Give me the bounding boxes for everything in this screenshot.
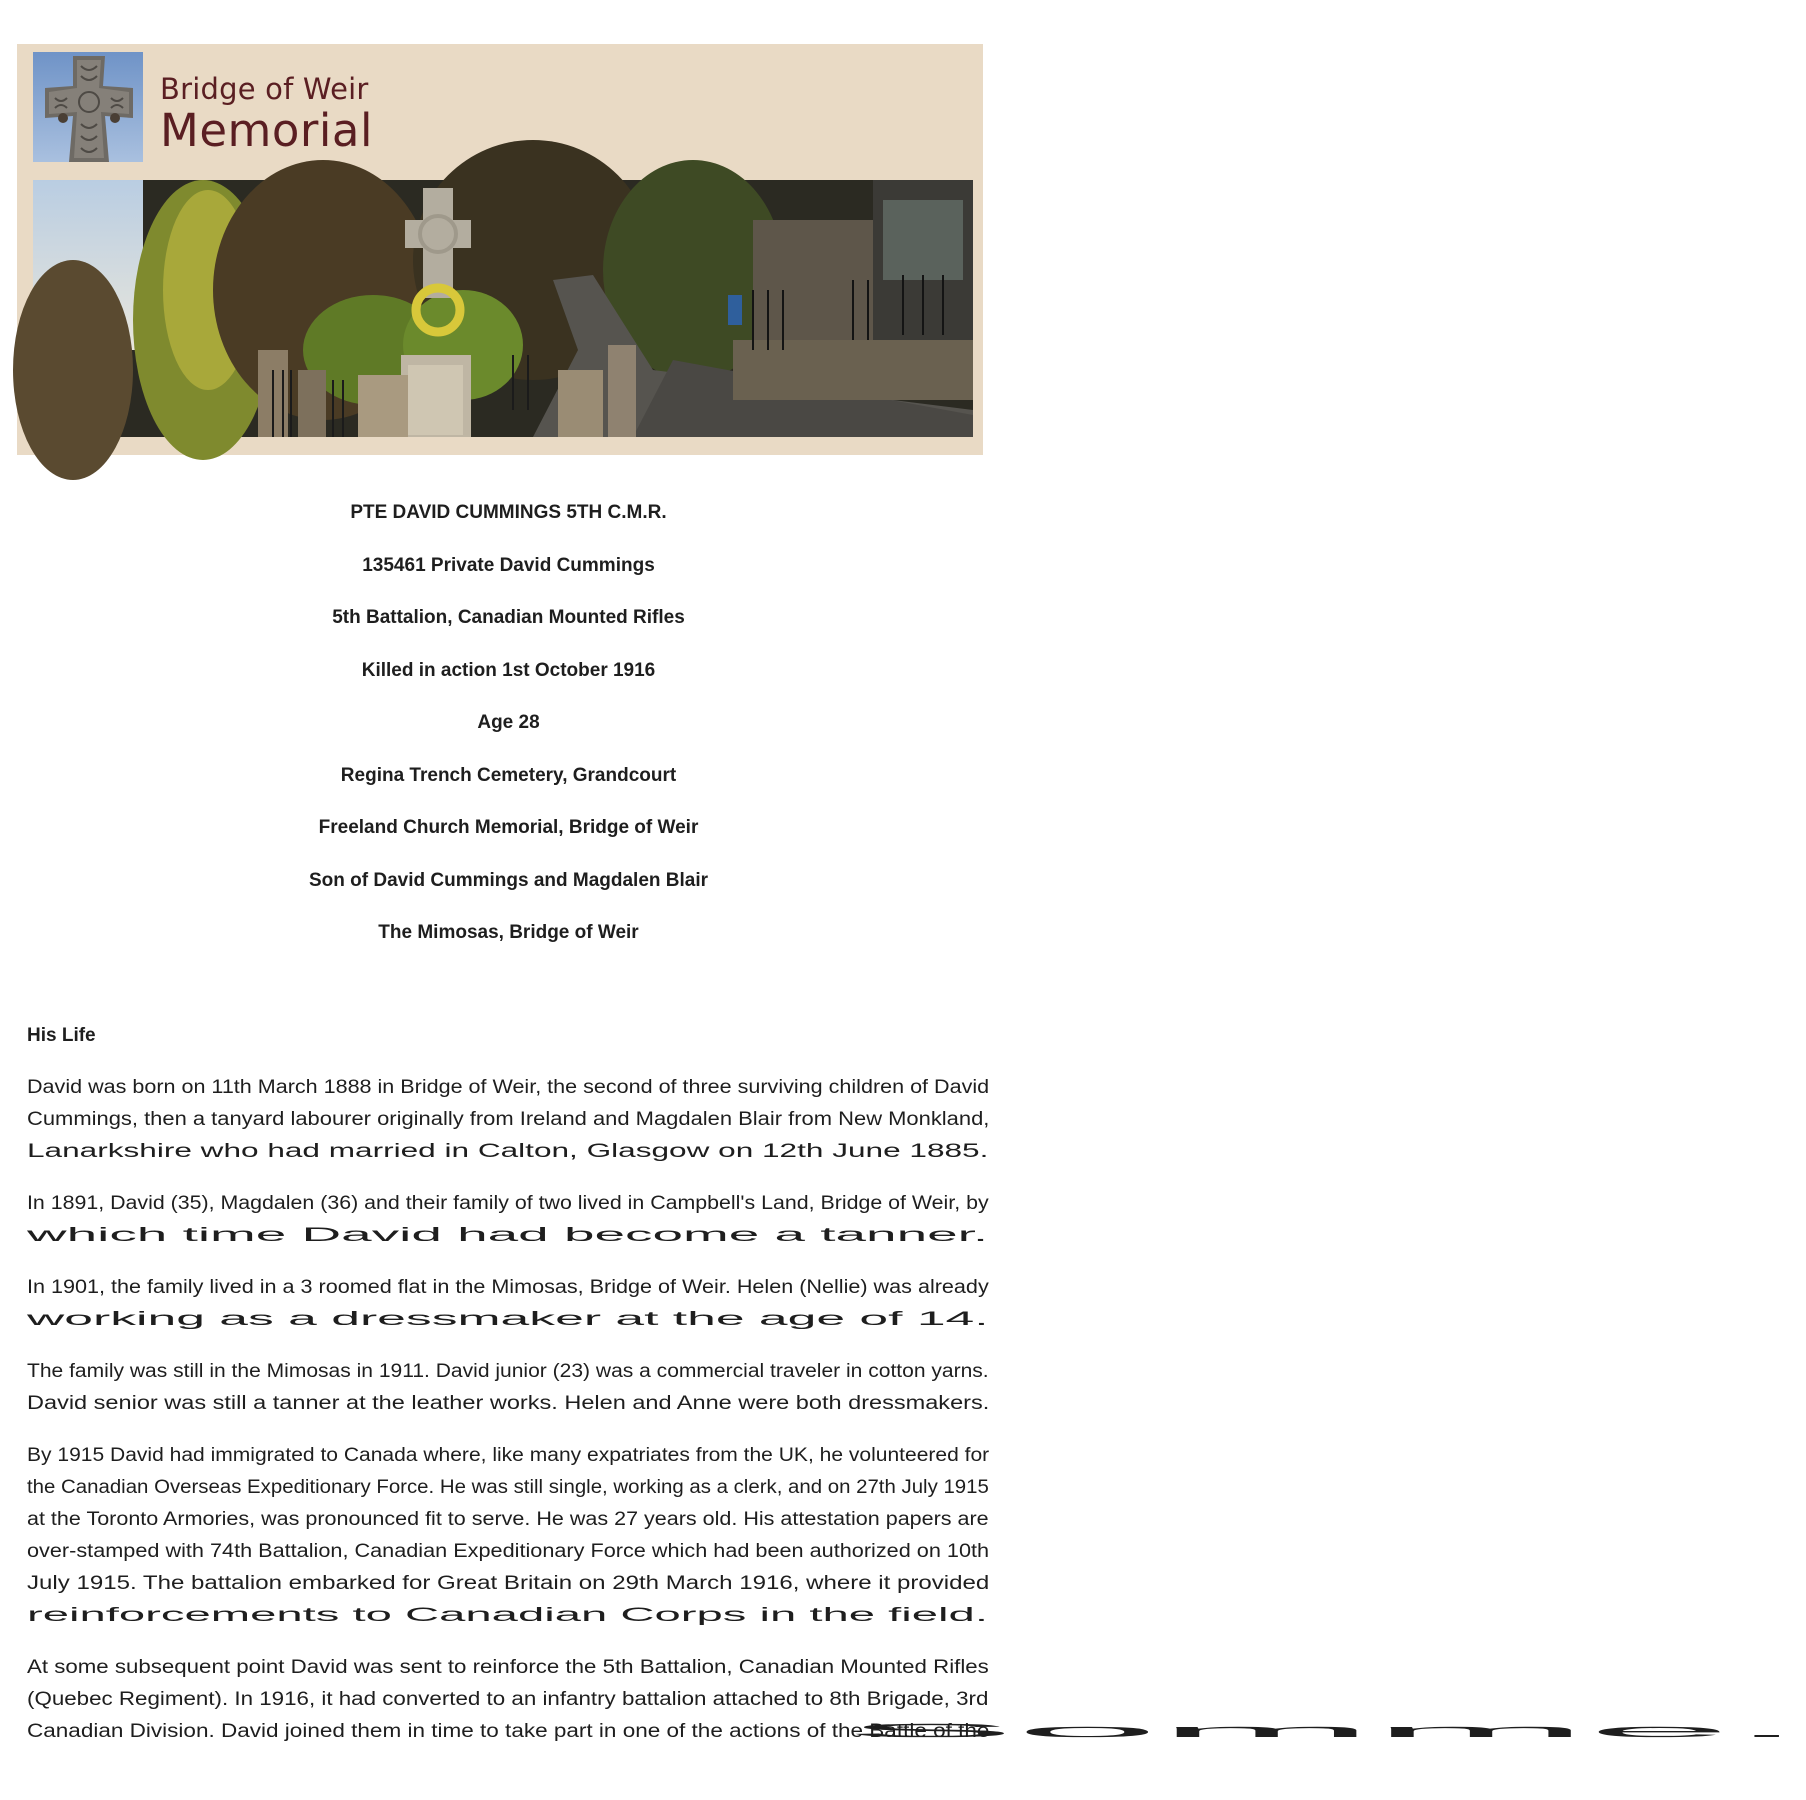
text-line: (Quebec Regiment). In 1916, it had converted to an infantry battalion attached to 8th Brigade, 3rd [27, 1689, 989, 1710]
text-line: working as a dressmaker at the age of 14. [27, 1309, 989, 1330]
text-line: Canadian Division. David joined them in time to take part in one of the actions of the Battle of the [27, 1721, 990, 1742]
life-paragraph [27, 1188, 992, 1252]
war-memorial-photo [33, 180, 973, 437]
life-heading: His Life [27, 1025, 96, 1046]
text-line: the Canadian Overseas Expeditionary Force. He was still single, working as a clerk, and on 27th July 1915 [27, 1477, 989, 1498]
summary-line: 5th Battalion, Canadian Mounted Rifles [332, 607, 685, 628]
life-paragraph [27, 1356, 992, 1420]
text-line: July 1915. The battalion embarked for Great Britain on 29th March 1916, where it provided [27, 1573, 990, 1594]
summary-line: The Mimosas, Bridge of Weir [378, 922, 639, 943]
life-paragraph [27, 1652, 1803, 1748]
text-line: Lanarkshire who had married in Calton, Glasgow on 12th June 1885. [27, 1141, 989, 1162]
text-line: which time David had become a tanner. [27, 1225, 989, 1246]
text-line: Somme. [844, 1721, 1803, 1742]
celtic-cross-icon[interactable] [33, 52, 143, 162]
text-line: The family was still in the Mimosas in 1911. David junior (23) was a commercial traveler in cotton yarns. [27, 1361, 989, 1382]
summary-line: Killed in action 1st October 1916 [361, 659, 656, 681]
text-line: By 1915 David had immigrated to Canada where, like many expatriates from the UK, he volunteered for [27, 1445, 990, 1466]
life-paragraph [27, 1072, 992, 1168]
summary-line: Freeland Church Memorial, Bridge of Weir [318, 817, 699, 838]
site-title-line2: Memorial [160, 104, 373, 157]
summary-line: Son of David Cummings and Magdalen Blair [308, 869, 709, 891]
site-title[interactable] [160, 72, 373, 156]
text-line: At some subsequent point David was sent to reinforce the 5th Battalion, Canadian Mounted Rifles [27, 1657, 989, 1678]
text-line: reinforcements to Canadian Corps in the field. [27, 1605, 988, 1626]
text-line: at the Toronto Armories, was pronounced fit to serve. He was 27 years old. His attestation papers are [27, 1509, 989, 1530]
text-line: David senior was still a tanner at the leather works. Helen and Anne were both dressmakers. [27, 1393, 990, 1414]
life-paragraph [27, 1440, 992, 1632]
text-line: over-stamped with 74th Battalion, Canadian Expeditionary Force which had been authorized on 10th [27, 1541, 990, 1562]
text-line: In 1891, David (35), Magdalen (36) and their family of two lived in Campbell's Land, Bridge of Weir, by [27, 1193, 989, 1214]
summary-line: Age 28 [477, 712, 540, 733]
text-line: In 1901, the family lived in a 3 roomed flat in the Mimosas, Bridge of Weir. Helen (Nellie) was already [27, 1277, 989, 1298]
summary-line: Regina Trench Cemetery, Grandcourt [340, 764, 677, 786]
summary-line: PTE DAVID CUMMINGS 5TH C.M.R. [350, 502, 667, 523]
summary-line: 135461 Private David Cummings [362, 554, 655, 576]
life-section [27, 1020, 1803, 1768]
soldier-summary [0, 498, 1017, 971]
life-paragraph [27, 1272, 992, 1336]
site-title-line1: Bridge of Weir [160, 72, 369, 106]
text-line: Cummings, then a tanyard labourer originally from Ireland and Magdalen Blair from New Monkland, [27, 1109, 990, 1130]
text-line: David was born on 11th March 1888 in Bridge of Weir, the second of three surviving children of David [27, 1077, 990, 1098]
